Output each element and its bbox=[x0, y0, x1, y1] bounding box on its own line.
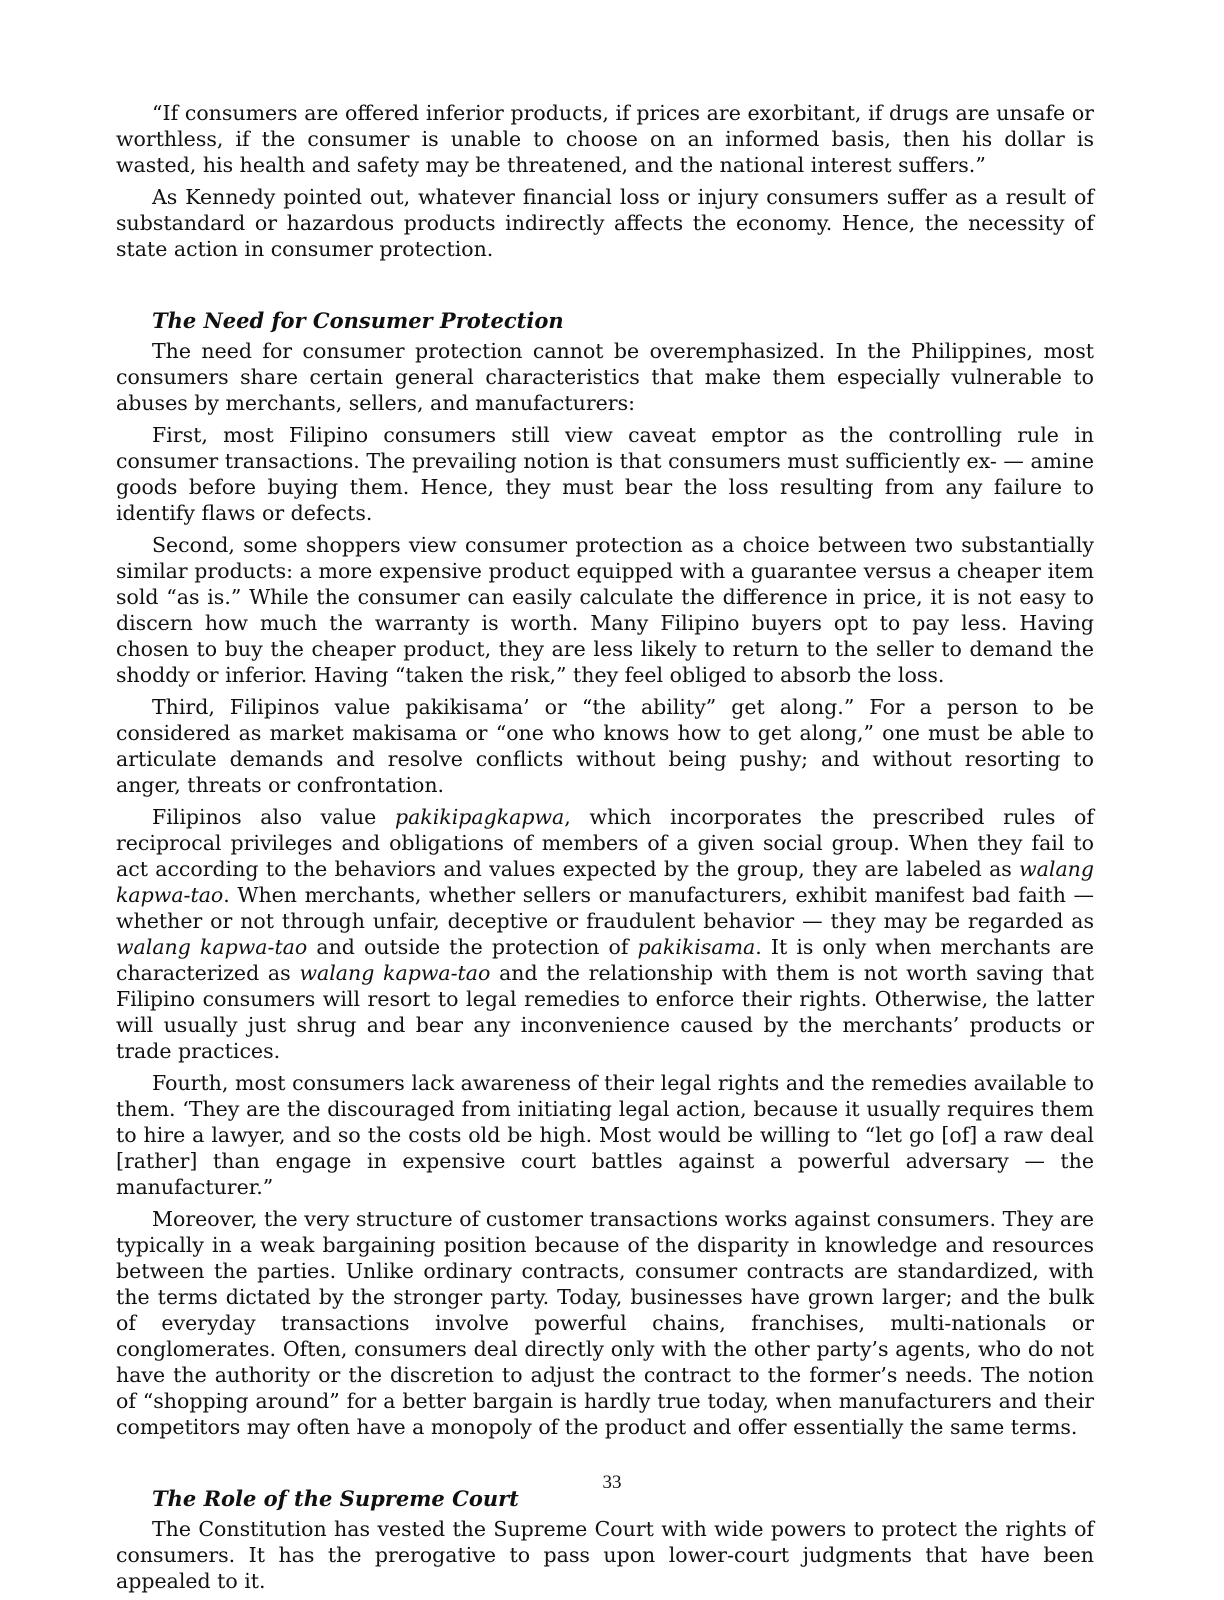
text-run: . When merchants, whether sellers or manufacturers, exhibit manifest bad faith — whether or not through unfair, deceptive or fraudulent behavior — they may be regarded as bbox=[116, 883, 1094, 933]
italic-term: pakikipagkapwa bbox=[394, 805, 565, 829]
text-run: The need for consumer protection cannot be overemphasized. In the Philippines, most consumers share certain general characteristics that make them especially vulnerable to abuses by merchants, sellers, and manufacturers: bbox=[116, 339, 1094, 415]
paragraph bbox=[116, 1516, 1094, 1594]
page-number: 33 bbox=[602, 1472, 622, 1493]
text-run: and outside the protection of bbox=[307, 935, 638, 959]
text-run: “If consumers are offered inferior products, if prices are exorbitant, if drugs are unsafe or worthless, if the consumer is unable to choose on an informed basis, then his dollar is wasted, his health and safety may be threatened, and the national interest suffers.” bbox=[116, 101, 1094, 177]
paragraph bbox=[116, 184, 1094, 262]
italic-term: walang kapwa-tao bbox=[116, 935, 308, 959]
section-heading: The Need for Consumer Protection bbox=[152, 308, 564, 333]
paragraph bbox=[116, 694, 1094, 798]
italic-term: walang kapwa-tao bbox=[116, 857, 1094, 907]
paragraph bbox=[116, 532, 1094, 688]
text-run: Moreover, the very structure of customer transactions works against consumers. They are typically in a weak bargaining position because of the disparity in knowledge and resources between the parties. Unlike ordinary contracts, consumer contracts are standardized, with the terms dictated by the stronger party. Today, businesses have grown larger; and the bulk of everyday transactions involve powerful chains, franchises, multi-nationals or conglomerates. Often, consumers deal directly only with the other party’s agents, who do not have the authority or the discretion to adjust the contract to the former’s needs. The notion of “shopping around” for a better bargain is hardly true today, when manufacturers and their competitors may often have a monopoly of the product and offer essentially the same terms. bbox=[116, 1207, 1094, 1439]
text-run: and the relationship with them is not worth saving that Filipino consumers will resort to legal remedies to enforce their rights. Otherwise, the latter will usually just shrug and bear any inconvenience caused by the merchants’ products or trade practices. bbox=[116, 961, 1095, 1063]
text-run: Second, some shoppers view consumer protection as a choice between two substantially similar products: a more expensive product equipped with a guarantee versus a cheaper item sold “as is.” While the consumer can easily calculate the difference in price, it is not easy to discern how much the warranty is worth. Many Filipino buyers opt to pay less. Having chosen to buy the cheaper product, they are less likely to return to the seller to demand the shoddy or inferior. Having “taken the risk,” they feel obliged to absorb the loss. bbox=[116, 533, 1094, 687]
italic-term: pakikisama bbox=[637, 935, 756, 959]
text-run: , which incorporates the prescribed rules of reciprocal privileges and obligations of members of a given social group. When they fail to act according to the behaviors and values expected by the group, they are labeled as bbox=[116, 805, 1094, 881]
paragraph bbox=[116, 1070, 1094, 1200]
section-heading: The Role of the Supreme Court bbox=[152, 1486, 519, 1511]
text-run: Fourth, most consumers lack awareness of their legal rights and the remedies available to them. ‘They are the discouraged from initiating legal action, because it usually requires them to hire a lawyer, and so the costs old be high. Most would be willing to “let go [of] a raw deal [rather] than engage in expensive court battles against a powerful adversary — the manufacturer.” bbox=[116, 1071, 1094, 1199]
paragraph bbox=[116, 1206, 1094, 1440]
paragraph bbox=[116, 100, 1094, 178]
paragraph bbox=[116, 804, 1094, 1064]
text-run: . It is only when merchants are characterized as bbox=[116, 935, 1094, 985]
italic-term: walang kapwa-tao bbox=[299, 961, 491, 985]
document-body bbox=[116, 100, 1094, 1600]
text-run: Third, Filipinos value pakikisama’ or “the ability” get along.” For a person to be considered as market makisama or “one who knows how to get along,” one must be able to articulate demands and resolve conflicts without being pushy; and without resorting to anger, threats or confrontation. bbox=[116, 695, 1094, 797]
paragraph bbox=[116, 338, 1094, 416]
text-run: The Constitution has vested the Supreme Court with wide powers to protect the rights of consumers. It has the prerogative to pass upon lower-court judgments that have been appealed to it. bbox=[116, 1517, 1094, 1593]
text-run: Filipinos also value bbox=[152, 805, 395, 829]
text-run: First, most Filipino consumers still view caveat emptor as the controlling rule in consumer transactions. The prevailing notion is that consumers must sufficiently ex- — amine goods before buying them. Hence, they must bear the loss resulting from any failure to identify flaws or defects. bbox=[116, 423, 1094, 525]
paragraph bbox=[116, 422, 1094, 526]
text-run: As Kennedy pointed out, whatever financial loss or injury consumers suffer as a result of substandard or hazardous products indirectly affects the economy. Hence, the necessity of state action in consumer protection. bbox=[116, 185, 1094, 261]
